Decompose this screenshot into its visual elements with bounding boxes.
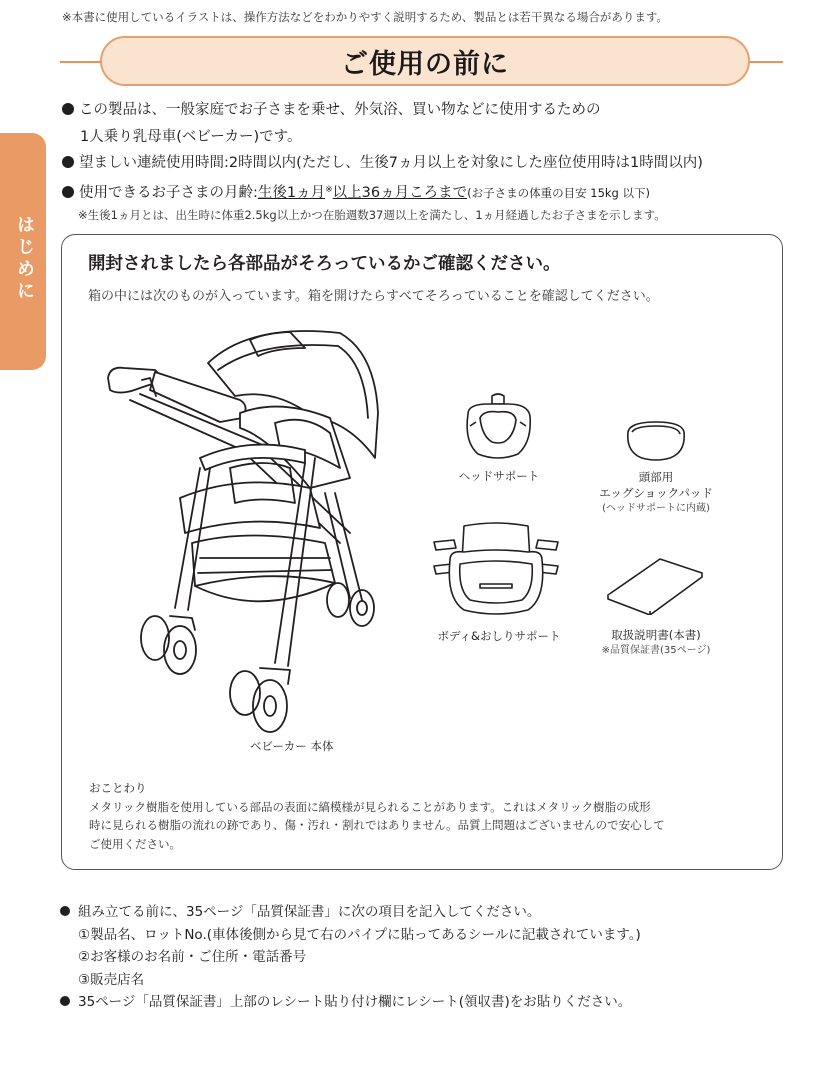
bullet-product-purpose: この製品は、一般家庭でお子さまを乗せ、外気浴、買い物などに使用するための bbox=[62, 97, 822, 124]
bullet-dot-icon bbox=[60, 906, 70, 916]
warranty-item-customer: ②お客様のお名前・ご住所・電話番号 bbox=[78, 949, 307, 965]
illustration-notice: ※本書に使用しているイラストは、操作方法などをわかりやすく説明するため、製品とは若干異なる場合があります。 bbox=[62, 10, 668, 24]
title-rule-right bbox=[746, 61, 783, 63]
disclaimer-line: メタリック樹脂を使用している部品の表面に縞模様が見られることがあります。これはメタリック樹脂の成形 bbox=[89, 799, 651, 814]
age-from: 生後1ヵ月 bbox=[257, 184, 326, 201]
disclaimer-line: 時に見られる樹脂の流れの跡であり、傷・汚れ・割れではありません。品質上問題はございませんので安心して bbox=[89, 818, 665, 832]
title-rule-left bbox=[60, 61, 104, 63]
intro-bullets bbox=[62, 97, 822, 224]
bullet-usage-time: 望ましい連続使用時間:2時間以内(ただし、生後7ヵ月以上を対象にした座位使用時は1時間以内) bbox=[62, 150, 822, 177]
section-side-tab-label: はじめに bbox=[14, 215, 35, 303]
body-hip-support-icon bbox=[430, 520, 562, 620]
age-to: 以上36ヵ月ころまで bbox=[332, 184, 468, 201]
contents-subtitle: 箱の中には次のものが入っています。箱を開けたらすべてそろっていることを確認してください。 bbox=[88, 289, 659, 304]
egg-pad-label-2: エッグショックパッド bbox=[599, 486, 713, 500]
page-title-banner bbox=[100, 36, 750, 86]
bullet-dot-icon bbox=[62, 103, 74, 115]
warranty-item-store: ③販売店名 bbox=[78, 971, 145, 988]
bullet-warranty-fill: 組み立てる前に、35ページ「品質保証書」に次の項目を記入してください。 bbox=[60, 901, 820, 924]
egg-shock-pad-icon bbox=[622, 418, 690, 462]
section-side-tab bbox=[0, 133, 46, 370]
age-footnote: ※生後1ヵ月とは、出生時に体重2.5kg以上かつ在胎週数37週以上を満たし、1ヵ月経過したお子さまを示します。 bbox=[78, 208, 666, 222]
manual-book-icon bbox=[604, 555, 704, 615]
bullet-age-range: 使用できるお子さまの月齢:生後1ヵ月※以上36ヵ月ころまで(お子さまの体重の目安 15kg 以下) bbox=[62, 177, 822, 207]
bullet-dot-icon bbox=[62, 156, 74, 168]
bullet-product-purpose-cont: 1人乗り乳母車(ベビーカー)です。 bbox=[80, 128, 302, 145]
body-hip-support-label: ボディ&おしりサポート bbox=[437, 629, 561, 643]
head-support-label: ヘッドサポート bbox=[458, 469, 540, 483]
manual-warranty-note: ※品質保証書(35ページ) bbox=[601, 645, 711, 656]
disclaimer-heading: おことわり bbox=[89, 781, 147, 795]
before-assembly-section bbox=[60, 901, 820, 1014]
stroller-icon bbox=[100, 318, 390, 738]
disclaimer bbox=[89, 779, 769, 853]
bullet-receipt: 35ページ「品質保証書」上部のレシート貼り付け欄にレシート(領収書)をお貼りください。 bbox=[60, 991, 820, 1014]
stroller-label: ベビーカー 本体 bbox=[250, 739, 334, 753]
bullet-dot-icon bbox=[62, 186, 74, 198]
bullet-dot-icon bbox=[60, 996, 70, 1006]
head-support-icon bbox=[458, 392, 538, 462]
egg-pad-label-3: (ヘッドサポートに内蔵) bbox=[602, 503, 710, 514]
manual-label: 取扱説明書(本書) bbox=[611, 628, 701, 642]
contents-title: 開封されましたら各部品がそろっているかご確認ください。 bbox=[88, 254, 561, 274]
weight-guide: (お子さまの体重の目安 15kg 以下) bbox=[467, 185, 651, 200]
egg-pad-label-1: 頭部用 bbox=[638, 470, 674, 484]
disclaimer-line: ご使用ください。 bbox=[89, 836, 181, 851]
warranty-item-product: ①製品名、ロットNo.(車体後側から見て右のパイプに貼ってあるシールに記載されています。) bbox=[78, 926, 641, 943]
page-title: ご使用の前に bbox=[341, 48, 509, 80]
